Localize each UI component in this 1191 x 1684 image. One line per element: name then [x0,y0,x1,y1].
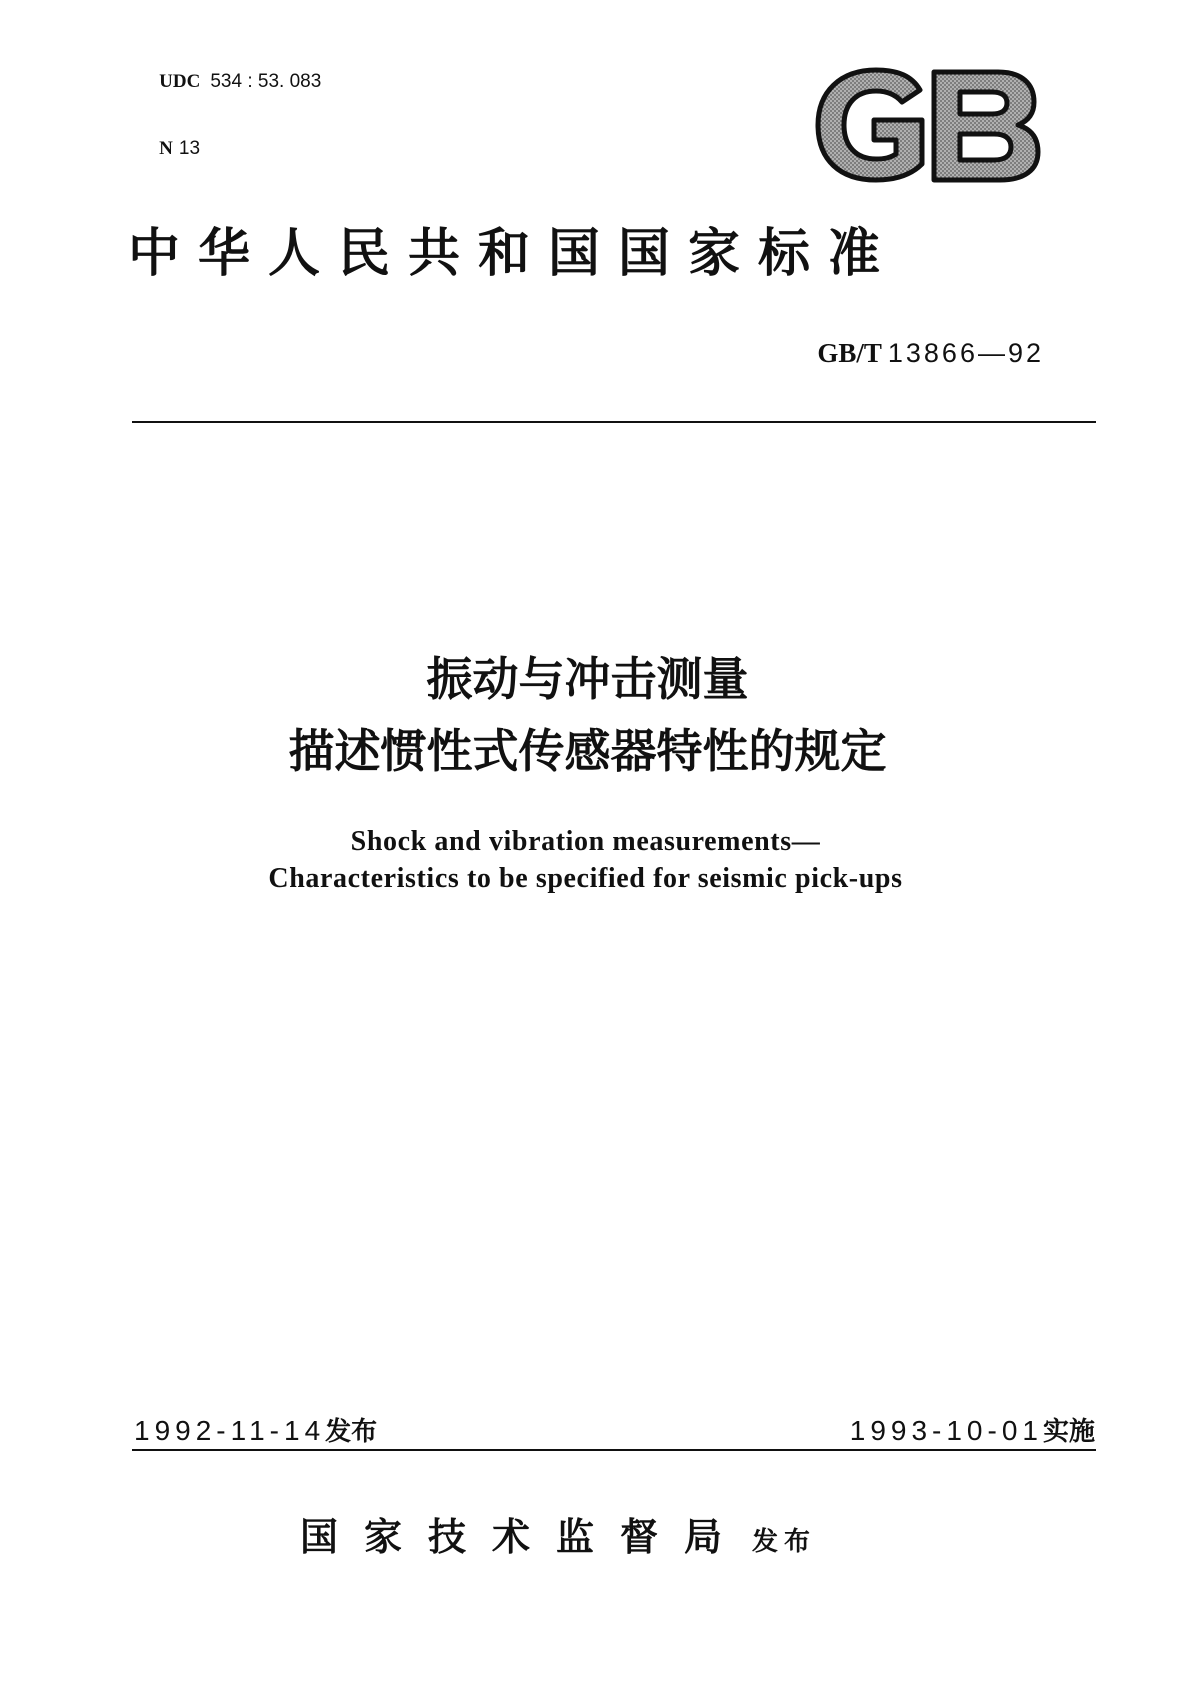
issuing-authority [300,1513,816,1569]
english-title-line-2: Characteristics to be specified for seismic pick-ups [268,863,903,894]
n-line [135,115,321,182]
header-divider [132,421,1096,423]
udc-line [135,48,321,115]
standard-code: 13866—92 [887,338,1044,368]
n-value: 13 [178,138,201,159]
issue-date-value: 1992-11-14 [134,1415,326,1446]
english-title-line-1: Shock and vibration measurements— [350,826,821,857]
effective-date [850,1414,1095,1449]
issuing-organization: 国家技术监督局 [300,1514,749,1559]
issue-date-label: 发布 [325,1417,378,1447]
n-label: N [159,138,173,159]
standard-prefix: GB/T [817,338,882,368]
chinese-title-line-1: 振动与冲击测量 [426,652,749,706]
effective-date-value: 1993-10-01 [849,1415,1043,1446]
udc-value: 534 : 53. 083 [210,71,322,92]
standard-number [817,338,1044,369]
national-standard-heading: 中华人民共和国国家标准 [128,223,899,284]
chinese-title-line-2: 描述惯性式传感器特性的规定 [288,724,887,778]
issue-date [134,1414,377,1449]
publish-label: 发布 [752,1527,817,1557]
gb-logo-icon [812,64,1044,186]
classification-codes [135,48,321,182]
effective-date-label: 实施 [1042,1417,1095,1447]
footer-divider [132,1449,1096,1451]
udc-label: UDC [159,71,201,92]
